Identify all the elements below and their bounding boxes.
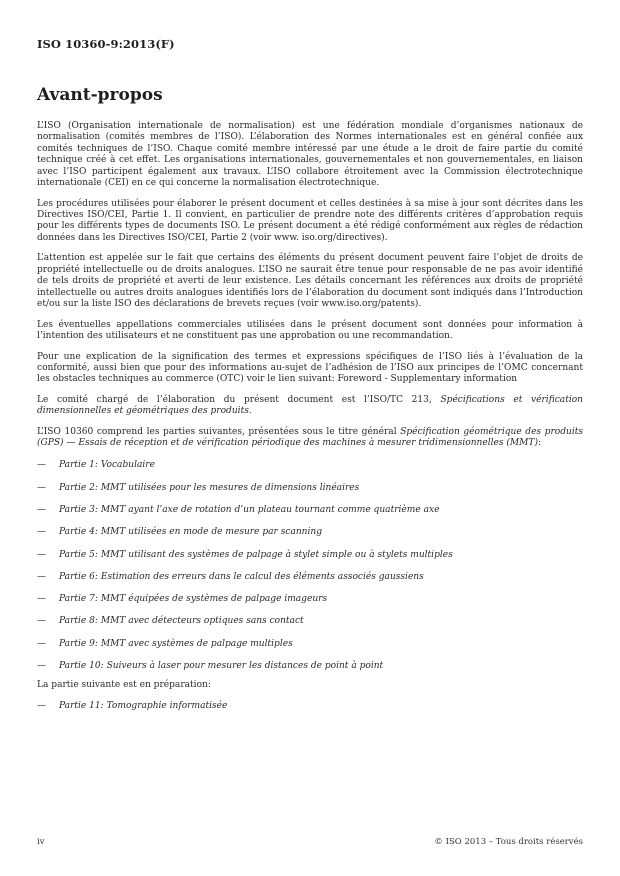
section-title: Avant-propos <box>37 85 163 105</box>
committee-prefix: Le comité chargé de l’élaboration du présent document est l’ISO/TC 213, <box>37 395 441 406</box>
list-item <box>37 661 583 672</box>
document-page <box>37 0 583 876</box>
committee-suffix: . <box>248 406 252 417</box>
series-suffix: : <box>537 438 542 449</box>
list-item <box>37 594 583 605</box>
list-item <box>37 701 583 712</box>
dash-bullet: — <box>37 638 47 649</box>
dash-bullet: — <box>37 700 47 711</box>
part-label: Partie 9: MMT avec systèmes de palpage multiples <box>59 638 293 649</box>
copyright-notice: © ISO 2013 – Tous droits réservés <box>434 837 583 847</box>
in-preparation-label: La partie suivante est en préparation: <box>37 680 211 691</box>
dash-bullet: — <box>37 549 47 560</box>
part-label: Partie 2: MMT utilisées pour les mesures de dimensions linéaires <box>59 482 360 493</box>
list-item <box>37 527 583 538</box>
part-label: Partie 7: MMT équipées de systèmes de palpage imageurs <box>59 594 328 605</box>
list-item <box>37 616 583 627</box>
series-prefix: L’ISO 10360 comprend les parties suivantes, présentées sous le titre général <box>37 427 401 438</box>
list-item <box>37 505 583 516</box>
dash-bullet: — <box>37 571 47 582</box>
dash-bullet: — <box>37 616 47 627</box>
part-label: Partie 8: MMT avec détecteurs optiques sans contact <box>59 616 304 627</box>
list-item <box>37 460 583 471</box>
dash-bullet: — <box>37 527 47 538</box>
part-label: Partie 3: MMT ayant l’axe de rotation d’un plateau tournant comme quatrième axe <box>59 504 440 515</box>
list-item <box>37 550 583 561</box>
list-item <box>37 572 583 583</box>
part-label: Partie 5: MMT utilisant des systèmes de palpage à stylet simple ou à stylets multiples <box>59 549 453 560</box>
dash-bullet: — <box>37 594 47 605</box>
list-item <box>37 639 583 650</box>
dash-bullet: — <box>37 482 47 493</box>
paragraph-trade-names: Les éventuelles appellations commerciales utilisées dans le présent document sont données pour information à l’intention des utilisateurs et ne constituent pas une approbation ou une recommandation. <box>37 319 583 342</box>
paragraph-committee <box>37 395 583 418</box>
list-item <box>37 483 583 494</box>
part-label: Partie 10: Suiveurs à laser pour mesurer les distances de point à point <box>59 661 384 672</box>
series-title: Spécification géométrique des produits (GPS) — Essais de réception et de vérification périodique des machines à mesurer tridimensionnelles (MMT) <box>37 427 584 449</box>
part-label: Partie 1: Vocabulaire <box>59 460 155 471</box>
part-label: Partie 4: MMT utilisées en mode de mesure par scanning <box>59 527 323 538</box>
paragraph-iso-intro: L’ISO (Organisation internationale de normalisation) est une fédération mondiale d’organismes nationaux de normalisation (comités membres de l’ISO). L’élaboration des Normes internationales est en général confiée aux comités techniques de l’ISO. Chaque comité membre intéressé par une étude a le droit de faire partie du comité technique créé à cet effet. Les organisations internationales, gouvernementales et non gouvernementales, en liaison avec l’ISO participent également aux travaux. L’ISO collabore étroitement avec la Commission électrotechnique internationale (CEI) en ce qui concerne la normalisation électrotechnique. <box>37 121 583 189</box>
paragraph-procedures: Les procédures utilisées pour élaborer le présent document et celles destinées à sa mise à jour sont décrites dans les Directives ISO/CEI, Partie 1. Il convient, en particulier de prendre note des différents critères d’approbation requis pour les différents types de documents ISO. Le présent document a été rédigé conformément aux règles de rédaction données dans les Directives ISO/CEI, Partie 2 (voir www. iso.org/directives). <box>37 198 583 243</box>
foreword-body <box>37 121 583 723</box>
parts-in-preparation-list <box>37 701 583 712</box>
committee-title: Spécifications et vérification dimensionnelles et géométriques des produits <box>37 395 583 417</box>
dash-bullet: — <box>37 661 47 672</box>
parts-list <box>37 460 583 672</box>
document-identifier: ISO 10360-9:2013(F) <box>37 37 175 51</box>
dash-bullet: — <box>37 460 47 471</box>
paragraph-patent-rights: L’attention est appelée sur le fait que certains des éléments du présent document peuvent faire l’objet de droits de propriété intellectuelle ou de droits analogues. L’ISO ne saurait être tenue pour responsable de ne pas avoir identifié de tels droits de propriété et averti de leur existence. Les détails concernant les références aux droits de propriété intellectuelle ou autres droits analogues identifiés lors de l’élaboration du document sont indiqués dans l’Introduction et/ou sur la liste ISO des déclarations de brevets reçues (voir www.iso.org/patents). <box>37 253 583 310</box>
paragraph-conformity: Pour une explication de la signification des termes et expressions spécifiques de l’ISO liés à l’évaluation de la conformité, aussi bien que pour des informations au-sujet de l’adhésion de l’ISO aux principes de l’OMC concernant les obstacles techniques au commerce (OTC) voir le lien suivant: Foreword - Supplementary information <box>37 351 583 385</box>
page-number: iv <box>37 837 45 847</box>
part-label: Partie 6: Estimation des erreurs dans le calcul des éléments associés gaussiens <box>59 571 424 582</box>
paragraph-series-intro <box>37 427 583 450</box>
dash-bullet: — <box>37 504 47 515</box>
part-label: Partie 11: Tomographie informatisée <box>59 700 228 711</box>
